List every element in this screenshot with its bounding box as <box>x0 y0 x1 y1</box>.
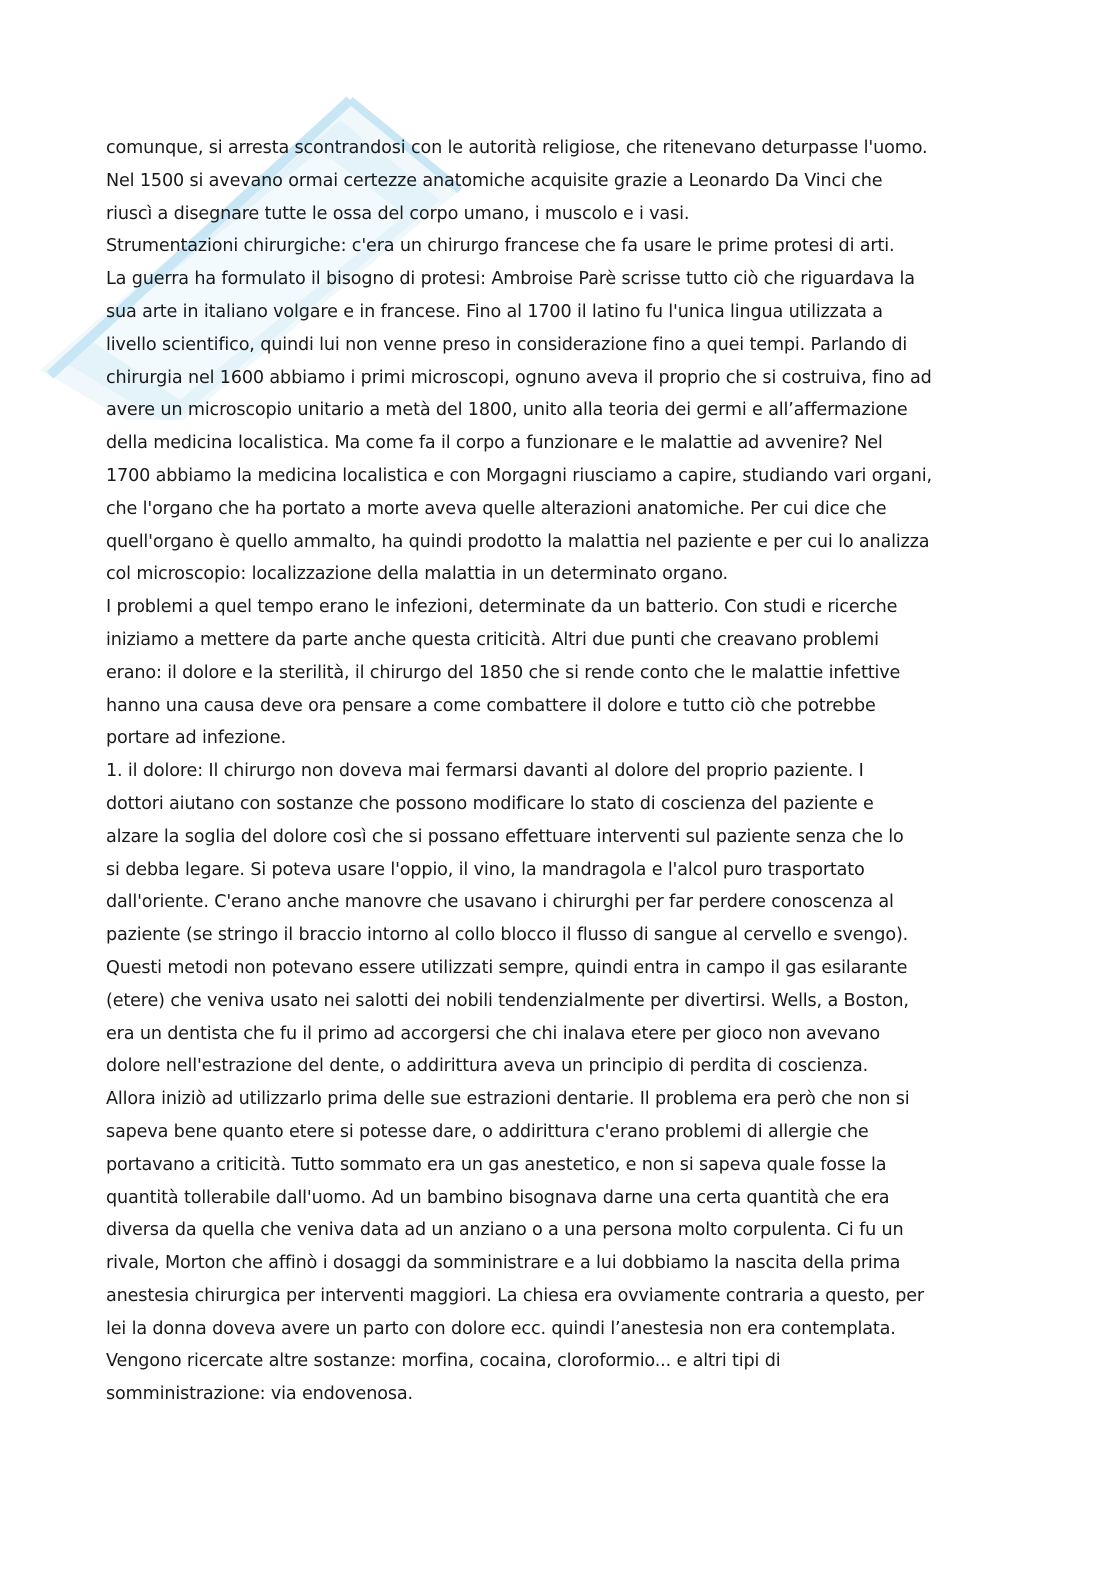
text-line: rivale, Morton che affinò i dosaggi da somministrare e a lui dobbiamo la nascita della prima <box>106 1253 901 1274</box>
text-line: diversa da quella che veniva data ad un anziano o a una persona molto corpulenta. Ci fu un <box>106 1220 904 1241</box>
text-line: iniziamo a mettere da parte anche questa criticità. Altri due punti che creavano problemi <box>106 629 879 650</box>
text-line: dolore nell'estrazione del dente, o addirittura aveva un principio di perdita di coscienza. <box>106 1056 869 1077</box>
text-line: comunque, si arresta scontrandosi con le autorità religiose, che ritenevano deturpasse l'uomo. <box>106 138 928 158</box>
text-line: paziente (se stringo il braccio intorno al collo blocco il flusso di sangue al cervello e svengo). <box>106 925 909 946</box>
text-line: Allora iniziò ad utilizzarlo prima delle sue estrazioni dentarie. Il problema era però che non si <box>106 1089 910 1110</box>
text-line: col microscopio: localizzazione della malattia in un determinato organo. <box>106 564 728 585</box>
text-line: portavano a criticità. Tutto sommato era un gas anestetico, e non si sapeva quale fosse la <box>106 1154 887 1175</box>
text-line: Strumentazioni chirurgiche: c'era un chirurgo francese che fa usare le prime protesi di arti. <box>106 236 895 257</box>
text-line: si debba legare. Si poteva usare l'oppio, il vino, la mandragola e l'alcol puro trasportato <box>106 859 865 880</box>
text-line: sapeva bene quanto etere si potesse dare, o addirittura c'erano problemi di allergie che <box>106 1121 869 1142</box>
body-text <box>106 132 1011 1411</box>
text-line: della medicina localistica. Ma come fa il corpo a funzionare e le malattie ad avvenire? Nel <box>106 433 883 454</box>
text-line: chirurgia nel 1600 abbiamo i primi microscopi, ognuno aveva il proprio che si costruiva, fino ad <box>106 367 932 388</box>
text-line: Nel 1500 si avevano ormai certezze anatomiche acquisite grazie a Leonardo Da Vinci che <box>106 170 883 191</box>
text-line: lei la donna doveva avere un parto con dolore ecc. quindi l’anestesia non era contemplata. <box>106 1318 896 1339</box>
text-line: avere un microscopio unitario a metà del 1800, unito alla teoria dei germi e all’affermazione <box>106 400 908 421</box>
text-line: I problemi a quel tempo erano le infezioni, determinate da un batterio. Con studi e ricerche <box>106 597 898 618</box>
text-line: sua arte in italiano volgare e in francese. Fino al 1700 il latino fu l'unica lingua utilizzata a <box>106 301 883 322</box>
text-line: quantità tollerabile dall'uomo. Ad un bambino bisognava darne una certa quantità che era <box>106 1187 890 1208</box>
text-line: portare ad infezione. <box>106 728 287 749</box>
text-line: Vengono ricercate altre sostanze: morfina, cocaina, cloroformio... e altri tipi di <box>106 1351 781 1372</box>
text-line: dottori aiutano con sostanze che possono modificare lo stato di coscienza del paziente e <box>106 793 874 814</box>
text-line: 1700 abbiamo la medicina localistica e con Morgagni riusciamo a capire, studiando vari organi, <box>106 465 932 486</box>
text-line: che l'organo che ha portato a morte aveva quelle alterazioni anatomiche. Per cui dice che <box>106 498 887 519</box>
text-line: alzare la soglia del dolore così che si possano effettuare interventi sul paziente senza che lo <box>106 826 904 847</box>
text-line: dall'oriente. C'erano anche manovre che usavano i chirurghi per far perdere conoscenza al <box>106 892 894 913</box>
text-line: Questi metodi non potevano essere utilizzati sempre, quindi entra in campo il gas esilarante <box>106 957 908 978</box>
text-line: La guerra ha formulato il bisogno di protesi: Ambroise Parè scrisse tutto ciò che riguardava la <box>106 269 915 290</box>
text-line: erano: il dolore e la sterilità, il chirurgo del 1850 che si rende conto che le malattie infettive <box>106 662 901 683</box>
text-line: livello scientifico, quindi lui non venne preso in considerazione fino a quei tempi. Parlando di <box>106 334 908 355</box>
text-line: era un dentista che fu il primo ad accorgersi che chi inalava etere per gioco non avevano <box>106 1023 880 1044</box>
text-line: hanno una causa deve ora pensare a come combattere il dolore e tutto ciò che potrebbe <box>106 695 876 716</box>
text-line: (etere) che veniva usato nei salotti dei nobili tendenzialmente per divertirsi. Wells, a Boston, <box>106 990 909 1011</box>
text-line: quell'organo è quello ammalto, ha quindi prodotto la malattia nel paziente e per cui lo analizza <box>106 531 930 552</box>
text-line: 1. il dolore: Il chirurgo non doveva mai fermarsi davanti al dolore del proprio paziente. I <box>106 761 864 782</box>
text-line: anestesia chirurgica per interventi maggiori. La chiesa era ovviamente contraria a questo, per <box>106 1285 925 1306</box>
text-line: riuscì a disegnare tutte le ossa del corpo umano, i muscolo e i vasi. <box>106 203 690 224</box>
text-line: somministrazione: via endovenosa. <box>106 1384 413 1405</box>
